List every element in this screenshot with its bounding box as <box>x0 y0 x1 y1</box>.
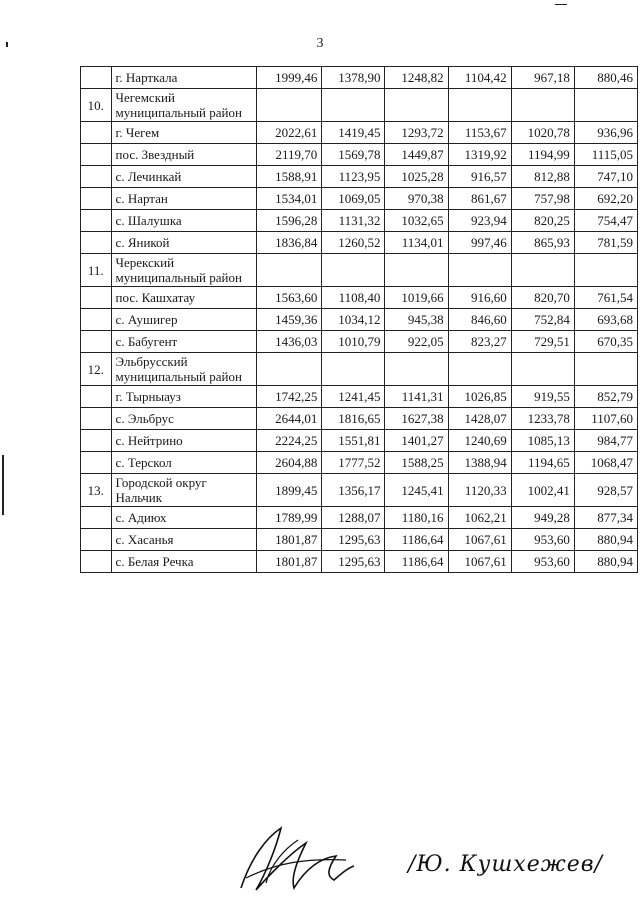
locality-name-cell: Городской округ Нальчик <box>111 474 257 507</box>
row-number-cell: 13. <box>81 474 112 507</box>
value-cell: 1010,79 <box>322 331 385 353</box>
value-cell: 1002,41 <box>511 474 574 507</box>
value-cell: 1588,25 <box>385 452 448 474</box>
value-cell: 1034,12 <box>322 309 385 331</box>
table-row <box>81 386 638 408</box>
value-cell: 1180,16 <box>385 507 448 529</box>
value-cell: 928,57 <box>574 474 637 507</box>
value-cell: 1194,99 <box>511 144 574 166</box>
value-cell: 997,46 <box>448 232 511 254</box>
value-cell: 1068,47 <box>574 452 637 474</box>
row-number-cell <box>81 507 112 529</box>
table-row <box>81 529 638 551</box>
value-cell: 2119,70 <box>257 144 322 166</box>
value-cell: 2644,01 <box>257 408 322 430</box>
value-cell: 1141,31 <box>385 386 448 408</box>
row-number-cell <box>81 166 112 188</box>
value-cell: 2604,88 <box>257 452 322 474</box>
row-number-cell <box>81 408 112 430</box>
value-cell <box>322 89 385 122</box>
value-cell <box>448 89 511 122</box>
locality-name-cell: Черекский муниципальный район <box>111 254 257 287</box>
value-cell: 1419,45 <box>322 122 385 144</box>
value-cell: 1260,52 <box>322 232 385 254</box>
value-cell: 1020,78 <box>511 122 574 144</box>
value-cell: 1801,87 <box>257 551 322 573</box>
value-cell: 1248,82 <box>385 67 448 89</box>
value-cell: 1401,27 <box>385 430 448 452</box>
value-cell <box>448 254 511 287</box>
value-cell: 916,57 <box>448 166 511 188</box>
table-row <box>81 67 638 89</box>
table-row <box>81 452 638 474</box>
row-number-cell <box>81 551 112 573</box>
locality-name-cell: с. Шалушка <box>111 210 257 232</box>
value-cell: 953,60 <box>511 529 574 551</box>
value-cell: 1067,61 <box>448 529 511 551</box>
page-number: 3 <box>316 36 324 51</box>
table-row <box>81 188 638 210</box>
value-cell: 1428,07 <box>448 408 511 430</box>
table-row <box>81 89 638 122</box>
value-cell: 729,51 <box>511 331 574 353</box>
value-cell: 945,38 <box>385 309 448 331</box>
value-cell: 820,25 <box>511 210 574 232</box>
value-cell: 747,10 <box>574 166 637 188</box>
value-cell: 1186,64 <box>385 551 448 573</box>
value-cell: 1459,36 <box>257 309 322 331</box>
value-cell: 1816,65 <box>322 408 385 430</box>
locality-name-cell: пос. Звездный <box>111 144 257 166</box>
value-cell: 1288,07 <box>322 507 385 529</box>
value-cell: 1104,42 <box>448 67 511 89</box>
row-number-cell: 12. <box>81 353 112 386</box>
value-cell: 1025,28 <box>385 166 448 188</box>
value-cell: 1777,52 <box>322 452 385 474</box>
table-row <box>81 474 638 507</box>
value-cell: 1295,63 <box>322 551 385 573</box>
row-number-cell <box>81 122 112 144</box>
value-cell: 861,67 <box>448 188 511 210</box>
table-row <box>81 144 638 166</box>
value-cell: 1563,60 <box>257 287 322 309</box>
value-cell: 1551,81 <box>322 430 385 452</box>
value-cell: 880,94 <box>574 551 637 573</box>
value-cell: 1026,85 <box>448 386 511 408</box>
value-cell: 1134,01 <box>385 232 448 254</box>
value-cell: 967,18 <box>511 67 574 89</box>
value-cell: 1449,87 <box>385 144 448 166</box>
value-cell: 1131,32 <box>322 210 385 232</box>
value-cell: 1999,46 <box>257 67 322 89</box>
value-cell: 1801,87 <box>257 529 322 551</box>
value-cell: 1019,66 <box>385 287 448 309</box>
value-cell: 1789,99 <box>257 507 322 529</box>
locality-name-cell: с. Яникой <box>111 232 257 254</box>
value-cell: 1107,60 <box>574 408 637 430</box>
locality-name-cell: с. Нейтрино <box>111 430 257 452</box>
table-row <box>81 254 638 287</box>
value-cell: 1245,41 <box>385 474 448 507</box>
value-cell: 1436,03 <box>257 331 322 353</box>
value-cell: 1120,33 <box>448 474 511 507</box>
value-cell: 923,94 <box>448 210 511 232</box>
signatory-name: /Ю. Кушхежев/ <box>408 852 603 877</box>
table-row <box>81 122 638 144</box>
value-cell: 916,60 <box>448 287 511 309</box>
row-number-cell: 11. <box>81 254 112 287</box>
value-cell: 752,84 <box>511 309 574 331</box>
value-cell: 1069,05 <box>322 188 385 210</box>
value-cell: 949,28 <box>511 507 574 529</box>
value-cell: 1032,65 <box>385 210 448 232</box>
locality-name-cell: г. Нарткала <box>111 67 257 89</box>
value-cell: 670,35 <box>574 331 637 353</box>
value-cell <box>574 254 637 287</box>
value-cell <box>385 353 448 386</box>
value-cell <box>257 254 322 287</box>
value-cell <box>574 89 637 122</box>
locality-name-cell: с. Адиюх <box>111 507 257 529</box>
value-cell <box>385 254 448 287</box>
table-row <box>81 287 638 309</box>
row-number-cell <box>81 287 112 309</box>
row-number-cell <box>81 144 112 166</box>
value-cell: 1123,95 <box>322 166 385 188</box>
row-number-cell <box>81 430 112 452</box>
value-cell: 1319,92 <box>448 144 511 166</box>
value-cell: 757,98 <box>511 188 574 210</box>
value-cell: 781,59 <box>574 232 637 254</box>
scan-mark-top-left <box>6 42 8 47</box>
value-cell: 1194,65 <box>511 452 574 474</box>
value-cell: 1742,25 <box>257 386 322 408</box>
value-cell: 1295,63 <box>322 529 385 551</box>
locality-name-cell: с. Бабугент <box>111 331 257 353</box>
value-cell: 820,70 <box>511 287 574 309</box>
value-cell: 1241,45 <box>322 386 385 408</box>
row-number-cell <box>81 331 112 353</box>
table-row <box>81 331 638 353</box>
locality-name-cell: с. Белая Речка <box>111 551 257 573</box>
value-cell: 1627,38 <box>385 408 448 430</box>
locality-name-cell: Чегемский муниципальный район <box>111 89 257 122</box>
signature-scribble <box>236 818 356 898</box>
value-cell: 1062,21 <box>448 507 511 529</box>
row-number-cell <box>81 386 112 408</box>
value-cell: 1356,17 <box>322 474 385 507</box>
table-row <box>81 309 638 331</box>
locality-name-cell: г. Чегем <box>111 122 257 144</box>
value-cell: 1534,01 <box>257 188 322 210</box>
table-row <box>81 551 638 573</box>
tariff-table <box>80 66 638 573</box>
value-cell: 1067,61 <box>448 551 511 573</box>
value-cell: 1153,67 <box>448 122 511 144</box>
value-cell: 953,60 <box>511 551 574 573</box>
value-cell <box>322 254 385 287</box>
row-number-cell <box>81 210 112 232</box>
table-row <box>81 507 638 529</box>
value-cell: 1186,64 <box>385 529 448 551</box>
value-cell: 1108,40 <box>322 287 385 309</box>
value-cell: 1378,90 <box>322 67 385 89</box>
locality-name-cell: пос. Кашхатау <box>111 287 257 309</box>
value-cell <box>511 353 574 386</box>
value-cell: 919,55 <box>511 386 574 408</box>
table-row <box>81 353 638 386</box>
value-cell <box>448 353 511 386</box>
row-number-cell: 10. <box>81 89 112 122</box>
locality-name-cell: г. Тырныауз <box>111 386 257 408</box>
value-cell: 754,47 <box>574 210 637 232</box>
value-cell: 1085,13 <box>511 430 574 452</box>
locality-name-cell: Эльбрусский муниципальный район <box>111 353 257 386</box>
value-cell: 1115,05 <box>574 144 637 166</box>
scan-mark-left <box>2 455 4 515</box>
value-cell <box>257 89 322 122</box>
value-cell: 880,46 <box>574 67 637 89</box>
locality-name-cell: с. Лечинкай <box>111 166 257 188</box>
value-cell <box>574 353 637 386</box>
value-cell <box>511 254 574 287</box>
locality-name-cell: с. Эльбрус <box>111 408 257 430</box>
value-cell: 846,60 <box>448 309 511 331</box>
value-cell: 936,96 <box>574 122 637 144</box>
value-cell <box>257 353 322 386</box>
value-cell: 1233,78 <box>511 408 574 430</box>
table-row <box>81 166 638 188</box>
scan-mark-top-right <box>555 4 567 5</box>
value-cell: 2022,61 <box>257 122 322 144</box>
value-cell: 693,68 <box>574 309 637 331</box>
value-cell: 1569,78 <box>322 144 385 166</box>
locality-name-cell: с. Терскол <box>111 452 257 474</box>
row-number-cell <box>81 188 112 210</box>
value-cell <box>511 89 574 122</box>
value-cell <box>322 353 385 386</box>
value-cell: 852,79 <box>574 386 637 408</box>
value-cell: 823,27 <box>448 331 511 353</box>
value-cell: 761,54 <box>574 287 637 309</box>
locality-name-cell: с. Хасанья <box>111 529 257 551</box>
value-cell: 692,20 <box>574 188 637 210</box>
locality-name-cell: с. Аушигер <box>111 309 257 331</box>
value-cell: 1596,28 <box>257 210 322 232</box>
value-cell: 2224,25 <box>257 430 322 452</box>
value-cell: 1388,94 <box>448 452 511 474</box>
value-cell: 880,94 <box>574 529 637 551</box>
row-number-cell <box>81 232 112 254</box>
locality-name-cell: с. Нартан <box>111 188 257 210</box>
value-cell: 970,38 <box>385 188 448 210</box>
table-row <box>81 232 638 254</box>
table-row <box>81 408 638 430</box>
value-cell: 984,77 <box>574 430 637 452</box>
value-cell: 1240,69 <box>448 430 511 452</box>
value-cell: 1293,72 <box>385 122 448 144</box>
value-cell: 1899,45 <box>257 474 322 507</box>
value-cell: 865,93 <box>511 232 574 254</box>
row-number-cell <box>81 452 112 474</box>
value-cell: 1588,91 <box>257 166 322 188</box>
row-number-cell <box>81 309 112 331</box>
value-cell <box>385 89 448 122</box>
table-row <box>81 430 638 452</box>
table-row <box>81 210 638 232</box>
value-cell: 922,05 <box>385 331 448 353</box>
value-cell: 812,88 <box>511 166 574 188</box>
value-cell: 877,34 <box>574 507 637 529</box>
row-number-cell <box>81 529 112 551</box>
value-cell: 1836,84 <box>257 232 322 254</box>
row-number-cell <box>81 67 112 89</box>
